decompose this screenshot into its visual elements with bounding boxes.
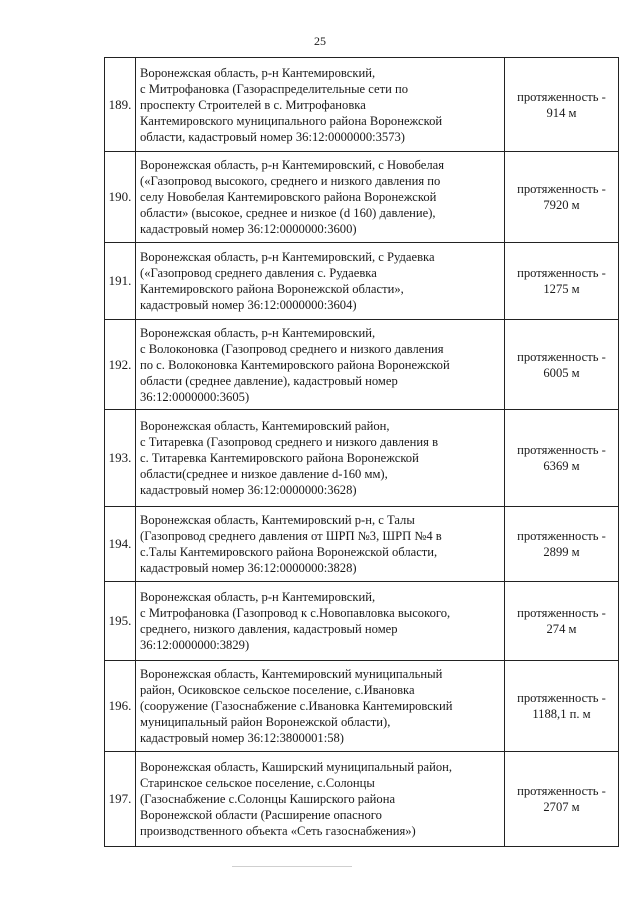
description-line: с Титаревка (Газопровод среднего и низкого давления в (140, 435, 439, 449)
description-line: с Митрофановка (Газопровод к с.Новопавловка высокого, (140, 606, 451, 620)
row-number: 193. (105, 410, 136, 507)
description-line: селу Новобелая Кантемировского района Воронежской (140, 190, 437, 204)
description-line: (сооружение (Газоснабжение с.Ивановка Кантемировский (140, 699, 453, 713)
table-row (105, 410, 619, 507)
description-line: с.Талы Кантемировского района Воронежской области, (140, 545, 438, 559)
description-line: области(среднее и низкое давление d-160 мм), (140, 467, 388, 481)
row-number: 190. (105, 152, 136, 243)
description-line: области» (высокое, среднее и низкое (d 160) давление), (140, 206, 436, 220)
row-number: 191. (105, 243, 136, 320)
footer-rule (232, 866, 352, 867)
row-length (505, 320, 619, 410)
row-number: 197. (105, 752, 136, 847)
row-description (136, 661, 505, 752)
registry-table (104, 57, 619, 847)
description-line: области (среднее давление), кадастровый номер (140, 373, 398, 388)
description-line: 36:12:0000000:3605) (140, 389, 250, 404)
description-line: с Волоконовка (Газопровод среднего и низкого давления (140, 341, 444, 356)
description-line: Воронежская область, р-н Кантемировский, с Рудаевка (140, 250, 435, 264)
length-label: протяженность - (517, 529, 606, 543)
length-value: 6369 м (543, 459, 580, 473)
table-row (105, 752, 619, 847)
length-label: протяженность - (517, 349, 606, 364)
description-line: Воронежская область, Каширский муниципальный район, (140, 760, 453, 774)
table-row (105, 320, 619, 410)
description-line: области, кадастровый номер 36:12:0000000:3573) (140, 129, 405, 144)
length-value: 2899 м (543, 545, 580, 559)
description-line: с Митрофановка (Газораспределительные сети по (140, 81, 409, 96)
description-line: Воронежской области (Расширение опасного (140, 808, 382, 822)
row-number: 189. (105, 58, 136, 152)
length-value: 274 м (546, 622, 577, 636)
length-value: 1275 м (543, 282, 580, 296)
description-line: кадастровый номер 36:12:0000000:3600) (140, 222, 357, 236)
description-line: среднего, низкого давления, кадастровый номер (140, 622, 398, 636)
length-value: 914 м (546, 105, 577, 120)
table-row (105, 152, 619, 243)
row-length (505, 661, 619, 752)
row-description (136, 320, 505, 410)
description-line: кадастровый номер 36:12:0000000:3604) (140, 298, 357, 312)
length-value: 1188,1 п. м (532, 707, 591, 721)
description-line: по с. Волоконовка Кантемировского района Воронежской (140, 357, 450, 372)
description-line: кадастровый номер 36:12:3800001:58) (140, 731, 345, 745)
length-label: протяженность - (517, 89, 606, 104)
description-line: с. Титаревка Кантемировского района Воронежской (140, 451, 419, 465)
row-number: 196. (105, 661, 136, 752)
description-line: Воронежская область, р-н Кантемировский, с Новобелая (140, 158, 445, 172)
length-value: 2707 м (543, 800, 580, 814)
description-line: («Газопровод высокого, среднего и низкого давления по (140, 174, 441, 188)
row-length (505, 507, 619, 582)
description-line: муниципальный район Воронежской области), (140, 715, 391, 729)
description-line: Воронежская область, р-н Кантемировский, (140, 590, 376, 604)
description-line: Кантемировского района Воронежской области», (140, 282, 404, 296)
description-line: («Газопровод среднего давления с. Рудаевка (140, 266, 377, 280)
length-label: протяженность - (517, 606, 606, 620)
page-number: 25 (314, 34, 326, 48)
description-line: кадастровый номер 36:12:0000000:3828) (140, 561, 357, 575)
row-length (505, 243, 619, 320)
description-line: проспекту Строителей в с. Митрофановка (140, 97, 366, 112)
row-number: 192. (105, 320, 136, 410)
length-value: 6005 м (543, 365, 580, 380)
row-length (505, 410, 619, 507)
table-row (105, 661, 619, 752)
description-line: Воронежская область, Кантемировский р-н, с Талы (140, 513, 415, 527)
registry-table-body (105, 58, 619, 847)
description-line: Воронежская область, Кантемировский муниципальный (140, 667, 443, 681)
row-description (136, 410, 505, 507)
description-line: Воронежская область, р-н Кантемировский, (140, 65, 376, 80)
length-label: протяженность - (517, 443, 606, 457)
length-label: протяженность - (517, 182, 606, 196)
description-line: Воронежская область, р-н Кантемировский, (140, 325, 376, 340)
length-label: протяженность - (517, 784, 606, 798)
description-line: (Газопровод среднего давления от ШРП №3, ШРП №4 в (140, 529, 442, 543)
length-label: протяженность - (517, 691, 606, 705)
row-description (136, 243, 505, 320)
description-line: кадастровый номер 36:12:0000000:3628) (140, 483, 357, 497)
row-length (505, 58, 619, 152)
description-line: Кантемировского муниципального района Воронежской (140, 113, 443, 128)
row-description (136, 507, 505, 582)
table-row (105, 58, 619, 152)
row-number: 194. (105, 507, 136, 582)
description-line: Воронежская область, Кантемировский район, (140, 419, 390, 433)
length-label: протяженность - (517, 266, 606, 280)
row-length (505, 152, 619, 243)
length-value: 7920 м (543, 198, 580, 212)
table-row (105, 507, 619, 582)
description-line: Старинское сельское поселение, с.Солонцы (140, 776, 375, 790)
description-line: 36:12:0000000:3829) (140, 638, 250, 652)
description-line: производственного объекта «Сеть газоснабжения») (140, 824, 416, 838)
row-description (136, 752, 505, 847)
description-line: (Газоснабжение с.Солонцы Каширского района (140, 792, 396, 806)
description-line: район, Осиковское сельское поселение, с.Ивановка (140, 683, 415, 697)
table-row (105, 582, 619, 661)
row-number: 195. (105, 582, 136, 661)
row-description (136, 58, 505, 152)
row-length (505, 752, 619, 847)
table-row (105, 243, 619, 320)
row-description (136, 152, 505, 243)
row-description (136, 582, 505, 661)
row-length (505, 582, 619, 661)
